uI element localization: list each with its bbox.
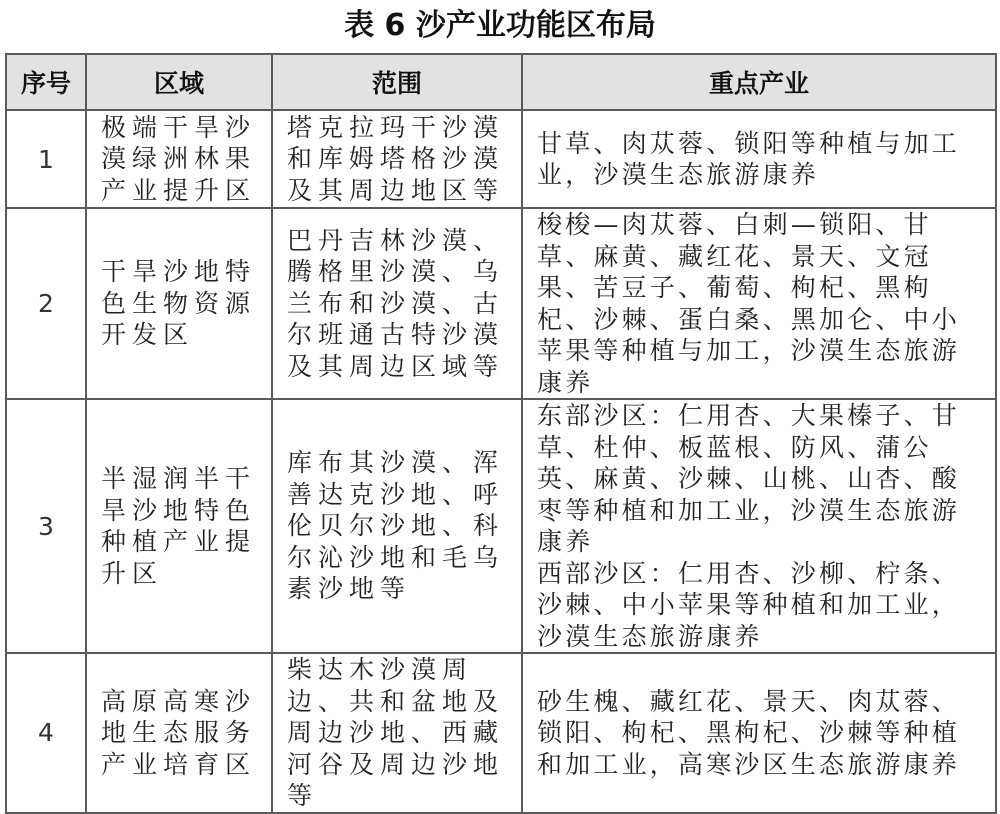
region-cell (86, 399, 272, 653)
scope-cell (272, 653, 522, 813)
industry-zone-table (5, 53, 997, 814)
industry-cell (522, 110, 996, 208)
header-number: 序号 (6, 54, 86, 110)
scope-cell (272, 110, 522, 208)
industry-text: 砂生槐、藏红花、景天、肉苁蓉、锁阳、枸杞、黑枸杞、沙棘等种植和加工业，高寒沙区生态旅游康养 (537, 686, 961, 779)
table-row (6, 399, 996, 653)
header-region: 区域 (86, 54, 272, 110)
scope-cell (272, 208, 522, 399)
scope-cell (272, 399, 522, 653)
header-row (6, 54, 996, 110)
industry-cell (522, 653, 996, 813)
table-row (6, 110, 996, 208)
region-text: 极端干旱沙漠绿洲林果产业提升区 (101, 112, 257, 205)
row-number: 3 (6, 399, 86, 653)
row-number: 4 (6, 653, 86, 813)
row-number: 1 (6, 110, 86, 208)
industry-cell (522, 399, 996, 653)
region-text: 半湿润半干旱沙地特色种植产业提升区 (101, 464, 257, 588)
scope-text: 库布其沙漠、浑善达克沙地、呼伦贝尔沙地、科尔沁沙地和毛乌素沙地等 (287, 448, 505, 604)
row-number: 2 (6, 208, 86, 399)
region-text: 高原高寒沙地生态服务产业培育区 (101, 686, 257, 779)
region-cell (86, 110, 272, 208)
scope-text: 巴丹吉林沙漠、腾格里沙漠、乌兰布和沙漠、古尔班通古特沙漠及其周边区域等 (287, 225, 505, 381)
scope-text: 塔克拉玛干沙漠和库姆塔格沙漠及其周边地区等 (287, 112, 505, 205)
header-scope: 范围 (272, 54, 522, 110)
scope-text: 柴达木沙漠周边、共和盆地及周边沙地、西藏河谷及周边沙地等 (287, 655, 505, 810)
industry-text: 甘草、肉苁蓉、锁阳等种植与加工业，沙漠生态旅游康养 (537, 128, 961, 189)
table-row (6, 653, 996, 813)
industry-cell (522, 208, 996, 399)
table-title: 表 6 沙产业功能区布局 (344, 8, 656, 43)
industry-west-text: 西部沙区：仁用杏、沙柳、柠条、沙棘、中小苹果等种植和加工业，沙漠生态旅游康养 (537, 558, 961, 651)
region-cell (86, 208, 272, 399)
table-row (6, 208, 996, 399)
header-key-industry: 重点产业 (522, 54, 996, 110)
region-cell (86, 653, 272, 813)
industry-east-text: 东部沙区：仁用杏、大果榛子、甘草、杜仲、板蓝根、防风、蒲公英、麻黄、沙棘、山桃、山杏、酸枣等种植和加工业，沙漠生态旅游康养 (537, 401, 961, 556)
industry-text: 梭梭—肉苁蓉、白刺—锁阳、甘草、麻黄、藏红花、景天、文冠果、苦豆子、葡萄、枸杞、黑枸杞、沙棘、蛋白桑、黑加仑、中小苹果等种植与加工，沙漠生态旅游康养 (537, 210, 961, 397)
region-text: 干旱沙地特色生物资源开发区 (101, 257, 257, 350)
